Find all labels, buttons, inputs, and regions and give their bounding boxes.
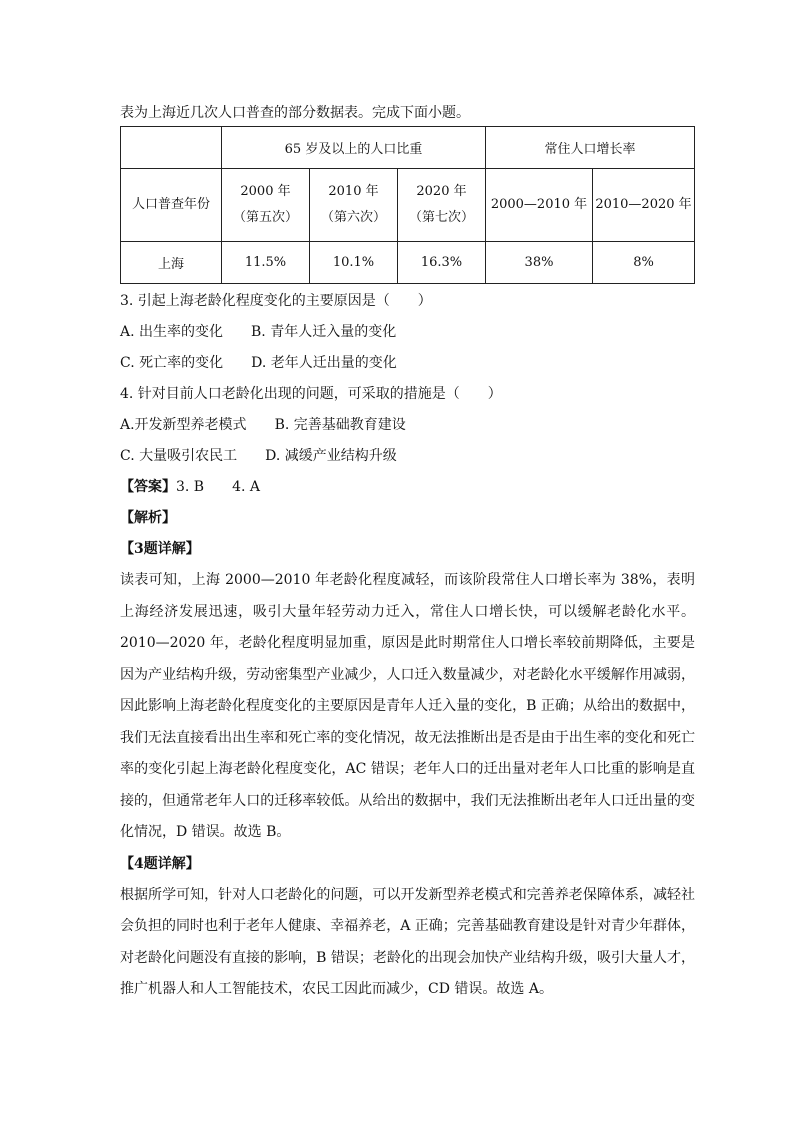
header-growth-rate: 常住人口增长率 [486, 127, 695, 169]
col-2000-year: 2000 年 [240, 184, 291, 199]
q4-option-d: D. 减缓产业结构升级 [265, 448, 397, 464]
analysis-label: 【解析】 [120, 510, 176, 526]
question-3-options-row-2 [120, 348, 695, 379]
intro-text: 表为上海近几次人口普查的部分数据表。完成下面小题。 [120, 105, 470, 121]
q3-option-d: D. 老年人迁出量的变化 [251, 355, 397, 371]
q4-option-b: B. 完善基础教育建设 [274, 417, 406, 433]
answer-3: 3. B [176, 479, 205, 495]
col-2010-year: 2010 年 [328, 184, 379, 199]
col-2000 [222, 169, 310, 242]
q3-option-b: B. 青年人迁入量的变化 [251, 324, 397, 340]
col-2010-note: （第六次） [320, 210, 386, 225]
table-subheader-row [121, 169, 695, 242]
value-cell: 10.1% [310, 242, 398, 284]
col-2020-note: （第七次） [408, 210, 474, 225]
detail-3-text: 读表可知，上海 2000—2010 年老龄化程度减轻，而该阶段常住人口增长率为 38%，表明上海经济发展迅速，吸引大量年轻劳动力迁入，常住人口增长快，可以缓解老龄化水平。2010—2020 年，老龄化程度明显加重，原因是此时期常住人口增长率较前期降低，主要是因为产业结构升级，劳动密集型产业减少，人口迁入数量减少，对老龄化水平缓解作用减弱，因此影响上海老龄化程度变化的主要原因是青年人迁入量的变化，B 正确；从给出的数据中，我们无法直接看出出生率和死亡率的变化情况，故无法推断出是否是由于出生率的变化和死亡率的变化引起上海老龄化程度变化，AC 错误；老年人口的迁出量对老年人口比重的影响是直接的，但通常老年人口的迁移率较低。从给出的数据中，我们无法推断出老年人口迁出量的变化情况，D 错误。故选 B。 [120, 572, 695, 840]
table-corner-cell [121, 127, 222, 169]
detail-4-label: 【4题详解】 [120, 855, 200, 872]
col-growth-2010-2020: 2010—2020 年 [593, 169, 695, 242]
document-page [120, 100, 695, 1006]
answer-line [120, 472, 695, 503]
question-4-stem: 4. 针对目前人口老龄化出现的问题，可采取的措施是（ ） [120, 386, 502, 402]
answer-4: 4. A [232, 479, 261, 495]
col-2020 [398, 169, 486, 242]
col-growth-2000-2010: 2000—2010 年 [486, 169, 593, 242]
value-cell: 8% [593, 242, 695, 284]
value-cell: 16.3% [398, 242, 486, 284]
row-label-shanghai: 上海 [121, 242, 222, 284]
detail-3-label: 【3题详解】 [120, 541, 200, 557]
row-label-header: 人口普查年份 [121, 169, 222, 242]
col-2010 [310, 169, 398, 242]
question-4-options-row-1 [120, 410, 695, 441]
answer-label: 【答案】 [120, 479, 176, 495]
value-cell: 38% [486, 242, 593, 284]
question-4-options-row-2 [120, 441, 695, 472]
header-elderly-share: 65 岁及以上的人口比重 [222, 127, 486, 169]
question-3-stem: 3. 引起上海老龄化程度变化的主要原因是（ ） [120, 293, 432, 309]
table-header-row [121, 127, 695, 169]
q3-option-c: C. 死亡率的变化 [120, 355, 224, 371]
q4-option-a: A.开发新型养老模式 [120, 417, 247, 433]
census-table [120, 126, 695, 284]
value-cell: 11.5% [222, 242, 310, 284]
table-row [121, 242, 695, 284]
detail-4-text: 根据所学可知，针对人口老龄化的问题，可以开发新型养老模式和完善养老保障体系，减轻社会负担的同时也利于老年人健康、幸福养老，A 正确；完善基础教育建设是针对青少年群体，对老龄化问题没有直接的影响，B 错误；老龄化的出现会加快产业结构升级，吸引大量人才，推广机器人和人工智能技术，农民工因此而减少，CD 错误。故选 A。 [120, 886, 695, 997]
question-3-options-row-1 [120, 317, 695, 348]
q4-option-c: C. 大量吸引农民工 [120, 448, 238, 464]
col-2020-year: 2020 年 [416, 184, 467, 199]
col-2000-note: （第五次） [232, 210, 298, 225]
q3-option-a: A. 出生率的变化 [120, 324, 224, 340]
